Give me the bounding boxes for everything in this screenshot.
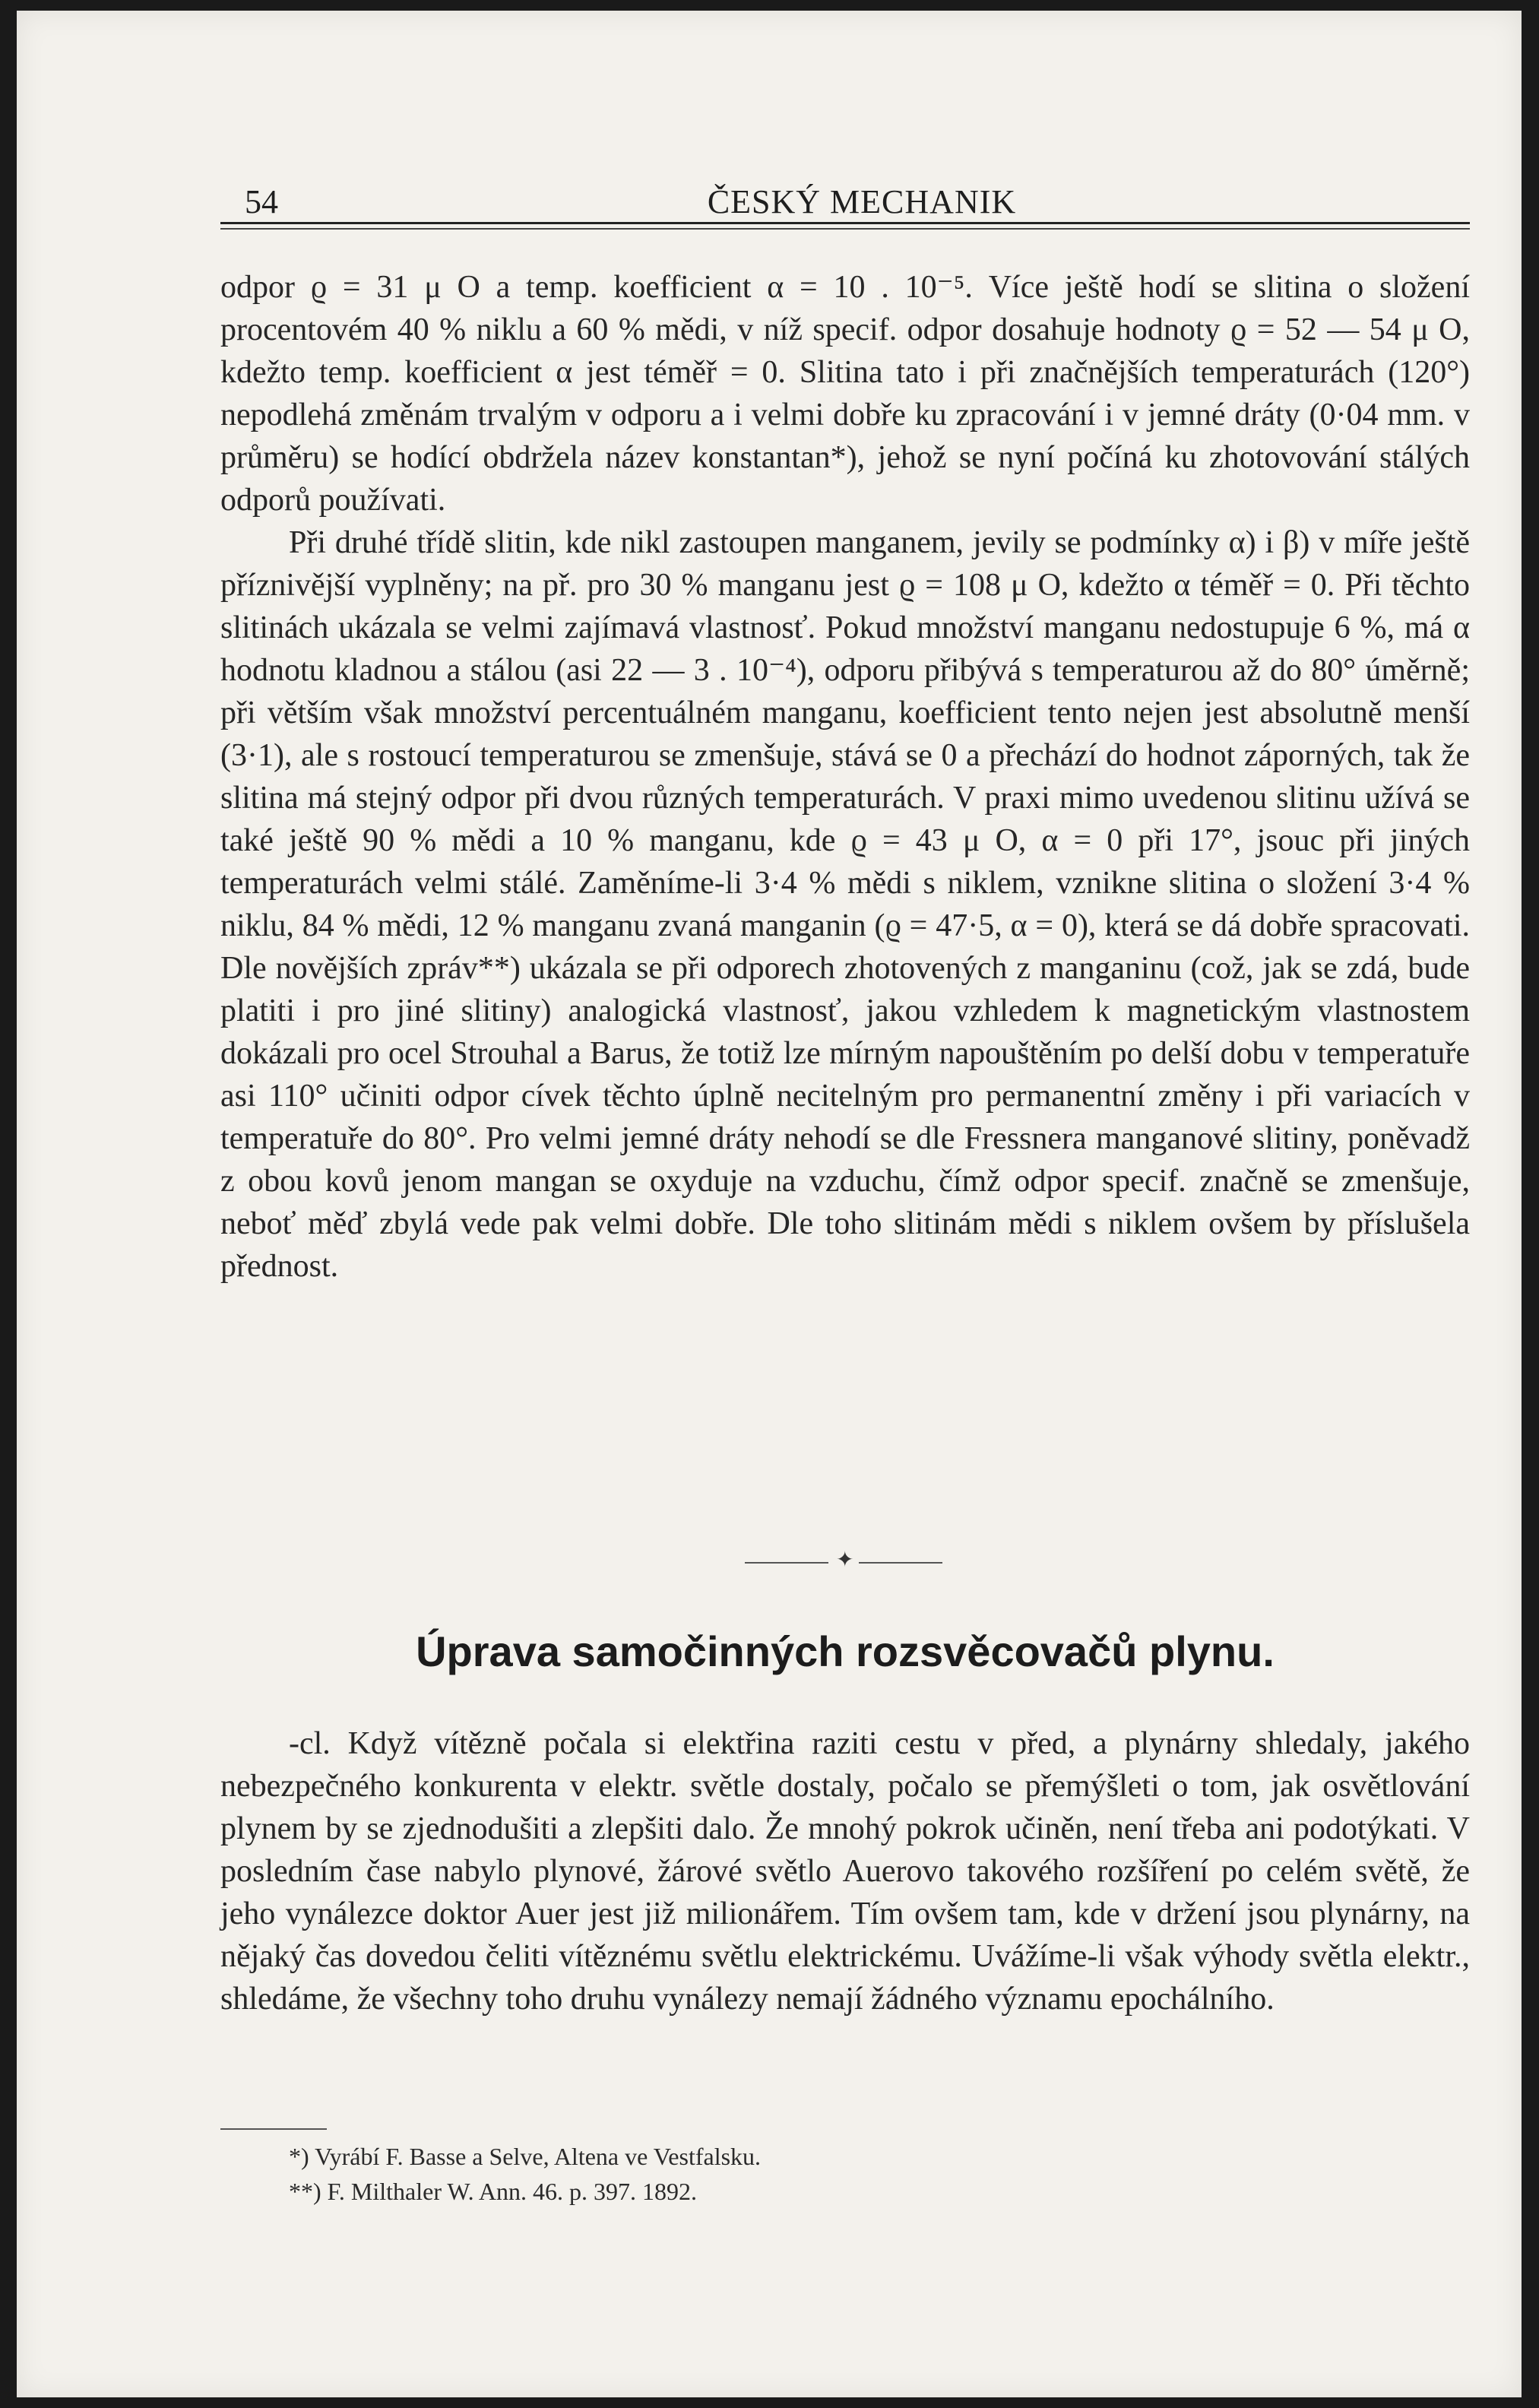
page-header (237, 179, 1487, 225)
body-text (220, 266, 1470, 1288)
header-rule (220, 222, 1470, 230)
article-title: Úprava samočinných rozsvěcovačů plynu. (416, 1627, 1275, 1675)
body-paragraph: Při druhé třídě slitin, kde nikl zastoupen manganem, jevily se podmínky α) i β) v míře ještě příznivější vyplněny; na př. pro 30 % manganu jest ϱ = 108 μ O, kdežto α téměř = 0. Při těchto slitinách ukázala se velmi zajímavá vlastnosť. Pokud množství manganu nedostupuje 6 %, má α hodnotu kladnou a stálou (asi 22 — 3 . 10⁻⁴), odporu přibývá s temperaturou až do 80° úměrně; při větším však množství percentuálném manganu, koefficient tento nejen jest absolutně menší (3·1), ale s rostoucí temperaturou se zmenšuje, stává se 0 a přechází do hodnot záporných, tak že slitina má stejný odpor při dvou různých temperaturách. V praxi mimo uvedenou slitinu užívá se také ještě 90 % mědi a 10 % manganu, kde ϱ = 43 μ O, α = 0 při 17°, jsouc při jiných temperaturách velmi stálé. Zaměníme-li 3·4 % mědi s niklem, vznikne slitina o složení 3·4 % niklu, 84 % mědi, 12 % manganu zvaná manganin (ϱ = 47·5, α = 0), která se dá dobře spracovati. Dle novějších zpráv**) ukázala se při odporech zhotovených z manganinu (což, jak se zdá, bude platiti i pro jiné slitiny) analogická vlastnosť, jakou vzhledem k magnetickým vlastnostem dokázali pro ocel Strouhal a Barus, že totiž lze mírným napouštěním po delší dobu v temperatuře asi 110° učiniti odpor cívek těchto úplně necitelným pro permanentní změny i při variacích v temperatuře do 80°. Pro velmi jemné dráty nehodí se dle Fressnera manganové slitiny, poněvadž z obou kovů jenom mangan se oxyduje na vzduchu, čímž odpor specif. značně se zmenšuje, neboť měď zbylá vede pak velmi dobře. Dle toho slitinám mědi s niklem ovšem by příslušela přednost. (220, 525, 1470, 1284)
body-paragraph: odpor ϱ = 31 μ O a temp. koefficient α = 10 . 10⁻⁵. Více ještě hodí se slitina o složení procentovém 40 % niklu a 60 % mědi, v níž specif. odpor dosahuje hodnoty ϱ = 52 — 54 μ O, kdežto temp. koefficient α jest téměř = 0. Slitina tato i při značnějších temperaturách (120°) nepodlehá změnám trvalým v odporu a i velmi dobře ku zpracování i v jemné dráty (0·04 mm. v průměru) se hodící obdržela název konstantan*), jehož se nyní počíná ku zhotovování stálých odporů používati. (220, 270, 1470, 518)
footnotes (289, 2139, 1429, 2209)
divider-mark-icon: ✦ (836, 1547, 854, 1572)
footnote: *) Vyrábí F. Basse a Selve, Altena ve Vestfalsku. (289, 2143, 762, 2170)
running-title: ČESKÝ MECHANIK (707, 183, 1017, 220)
divider-line (859, 1562, 942, 1564)
page-number: 54 (245, 183, 278, 220)
footnote: **) F. Milthaler W. Ann. 46. p. 397. 1892. (289, 2178, 697, 2205)
article-paragraph: -cl. Když vítězně počala si elektřina raziti cestu v před, a plynárny shledaly, jakého nebezpečného konkurenta v elektr. světle dostaly, počalo se přemýšleti o tom, jak osvětlování plynem by se zjednodušiti a zlepšiti dalo. Že mnohý pokrok učiněn, není třeba ani podotýkati. V posledním čase nabylo plynové, žárové světlo Auerovo takového rozšíření po celém světě, že jeho vynálezce doktor Auer jest již milionářem. Tím ovšem tam, kde v držení jsou plynárny, na nějaký čas dovedou čeliti vítěznému světlu elektrickému. Uvážíme-li však výhody světla elektr., shledáme, že všechny toho druhu vynálezy nemají žádného významu epochálního. (220, 1726, 1470, 2017)
section-divider-ornament (745, 1547, 942, 1572)
article-text (220, 1722, 1470, 2020)
divider-line (745, 1562, 828, 1564)
footnote-rule (220, 2128, 327, 2130)
